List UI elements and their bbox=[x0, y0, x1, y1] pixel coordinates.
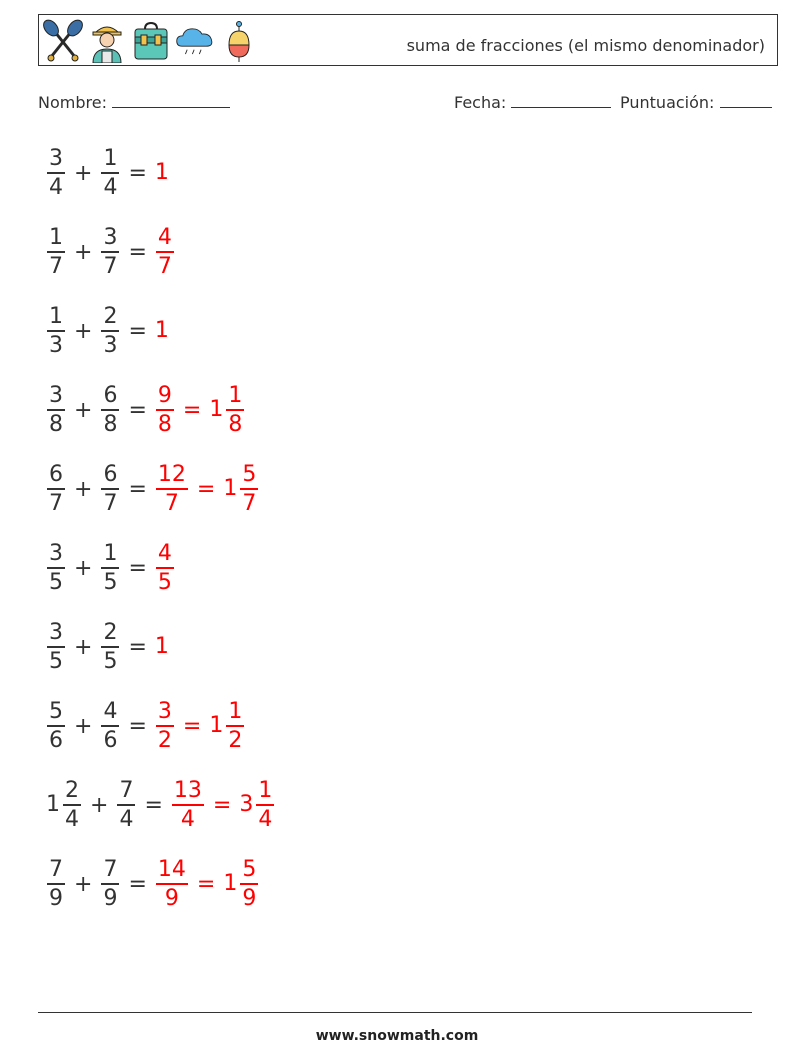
equals-sign: = bbox=[128, 476, 147, 502]
date-label: Fecha: bbox=[454, 93, 507, 112]
answer bbox=[153, 698, 247, 754]
numerator: 5 bbox=[242, 462, 257, 488]
denominator: 5 bbox=[103, 569, 118, 595]
numerator: 3 bbox=[49, 146, 63, 172]
numerator: 3 bbox=[49, 541, 63, 567]
equals-sign: = bbox=[128, 634, 147, 660]
fraction bbox=[101, 461, 119, 517]
numerator: 1 bbox=[49, 225, 63, 251]
fraction bbox=[47, 540, 65, 596]
equals-sign: = bbox=[128, 871, 147, 897]
answer bbox=[153, 856, 261, 912]
fraction bbox=[101, 303, 119, 359]
numerator: 4 bbox=[103, 699, 118, 725]
mixed-whole: 1 bbox=[223, 871, 238, 896]
fisherman-icon bbox=[87, 18, 127, 64]
fraction bbox=[156, 224, 174, 280]
denominator: 7 bbox=[103, 253, 118, 279]
fraction bbox=[172, 777, 204, 833]
equals-sign: = bbox=[128, 318, 147, 344]
numerator: 2 bbox=[103, 620, 118, 646]
plus-sign: + bbox=[74, 713, 93, 739]
problem-row bbox=[44, 852, 261, 916]
fraction bbox=[156, 461, 188, 517]
whole-number: 1 bbox=[46, 792, 60, 817]
equals-sign: = bbox=[182, 713, 202, 739]
equals-sign: = bbox=[128, 713, 147, 739]
numerator: 1 bbox=[258, 778, 273, 804]
problem-row bbox=[44, 299, 169, 363]
answer-whole: 1 bbox=[154, 634, 169, 659]
numerator: 5 bbox=[49, 699, 63, 725]
equals-sign: = bbox=[128, 397, 147, 423]
numerator: 9 bbox=[157, 383, 172, 409]
plus-sign: + bbox=[74, 634, 93, 660]
denominator: 3 bbox=[49, 332, 63, 358]
mixed-whole: 1 bbox=[209, 397, 224, 422]
answer-whole: 1 bbox=[154, 160, 169, 185]
numerator: 1 bbox=[103, 146, 118, 172]
denominator: 9 bbox=[49, 885, 63, 911]
fraction bbox=[101, 145, 119, 201]
denominator: 8 bbox=[103, 411, 118, 437]
plus-sign: + bbox=[74, 871, 93, 897]
numerator: 3 bbox=[157, 699, 172, 725]
denominator: 6 bbox=[103, 727, 118, 753]
numerator: 2 bbox=[103, 304, 118, 330]
denominator: 4 bbox=[65, 806, 79, 832]
problem-row bbox=[44, 536, 177, 600]
fraction bbox=[256, 777, 274, 833]
name-field bbox=[38, 93, 230, 112]
denominator: 7 bbox=[164, 490, 179, 516]
fraction bbox=[47, 698, 65, 754]
problem-row bbox=[44, 694, 247, 758]
problem-row bbox=[44, 773, 277, 837]
worksheet-title: suma de fracciones (el mismo denominador) bbox=[406, 36, 765, 55]
numerator: 1 bbox=[103, 541, 118, 567]
plus-sign: + bbox=[74, 160, 93, 186]
fraction bbox=[47, 856, 65, 912]
equals-sign: = bbox=[128, 239, 147, 265]
denominator: 4 bbox=[180, 806, 195, 832]
answer bbox=[153, 224, 177, 280]
denominator: 2 bbox=[157, 727, 172, 753]
plus-sign: + bbox=[90, 792, 109, 818]
equals-sign: = bbox=[128, 160, 147, 186]
fraction bbox=[47, 461, 65, 517]
denominator: 8 bbox=[49, 411, 63, 437]
numerator: 2 bbox=[65, 778, 79, 804]
plus-sign: + bbox=[74, 555, 93, 581]
problem-row bbox=[44, 378, 247, 442]
name-blank[interactable] bbox=[112, 93, 230, 108]
name-label: Nombre: bbox=[38, 93, 107, 112]
date-field bbox=[454, 93, 611, 112]
fraction bbox=[226, 382, 244, 438]
denominator: 7 bbox=[49, 490, 63, 516]
fraction bbox=[101, 540, 119, 596]
denominator: 5 bbox=[49, 648, 63, 674]
problem-row bbox=[44, 615, 169, 679]
fraction bbox=[240, 856, 258, 912]
problem-row bbox=[44, 141, 169, 205]
problem-row bbox=[44, 457, 261, 521]
equals-sign: = bbox=[182, 397, 202, 423]
numerator: 4 bbox=[157, 541, 172, 567]
equals-sign: = bbox=[128, 555, 147, 581]
denominator: 4 bbox=[49, 174, 63, 200]
header-icons bbox=[43, 18, 259, 64]
fishing-float-icon bbox=[219, 18, 259, 64]
fraction bbox=[117, 777, 135, 833]
plus-sign: + bbox=[74, 397, 93, 423]
plus-sign: + bbox=[74, 239, 93, 265]
footer-url: www.snowmath.com bbox=[315, 1028, 479, 1044]
tackle-box-icon bbox=[131, 18, 171, 64]
equals-sign: = bbox=[144, 792, 163, 818]
denominator: 8 bbox=[228, 411, 243, 437]
numerator: 1 bbox=[228, 383, 243, 409]
equals-sign: = bbox=[212, 792, 232, 818]
fraction bbox=[226, 698, 244, 754]
denominator: 4 bbox=[258, 806, 273, 832]
answer bbox=[153, 540, 177, 596]
fraction bbox=[47, 619, 65, 675]
fraction bbox=[47, 145, 65, 201]
fraction bbox=[101, 382, 119, 438]
equals-sign: = bbox=[196, 871, 216, 897]
plus-sign: + bbox=[74, 476, 93, 502]
numerator: 14 bbox=[157, 857, 186, 883]
fraction bbox=[47, 382, 65, 438]
numerator: 4 bbox=[157, 225, 172, 251]
oars-icon bbox=[43, 18, 83, 64]
numerator: 6 bbox=[103, 383, 118, 409]
denominator: 8 bbox=[157, 411, 172, 437]
denominator: 4 bbox=[119, 806, 134, 832]
date-blank[interactable] bbox=[511, 93, 611, 108]
answer bbox=[153, 461, 261, 517]
fraction bbox=[240, 461, 258, 517]
problem-row bbox=[44, 220, 177, 284]
denominator: 3 bbox=[103, 332, 118, 358]
fraction bbox=[156, 856, 188, 912]
numerator: 7 bbox=[103, 857, 118, 883]
denominator: 7 bbox=[242, 490, 257, 516]
fraction bbox=[101, 698, 119, 754]
numerator: 1 bbox=[228, 699, 243, 725]
answer bbox=[169, 777, 277, 833]
fraction bbox=[101, 619, 119, 675]
fraction bbox=[156, 382, 174, 438]
fraction bbox=[101, 224, 119, 280]
mixed-whole: 1 bbox=[223, 476, 238, 501]
plus-sign: + bbox=[74, 318, 93, 344]
score-field bbox=[620, 93, 772, 112]
numerator: 6 bbox=[103, 462, 118, 488]
numerator: 12 bbox=[157, 462, 186, 488]
fraction bbox=[156, 540, 174, 596]
worksheet-header bbox=[38, 14, 778, 66]
denominator: 6 bbox=[49, 727, 63, 753]
denominator: 5 bbox=[103, 648, 118, 674]
denominator: 7 bbox=[157, 253, 172, 279]
fraction bbox=[47, 224, 65, 280]
numerator: 5 bbox=[242, 857, 257, 883]
numerator: 13 bbox=[173, 778, 202, 804]
footer-divider bbox=[38, 1012, 752, 1013]
mixed-whole: 3 bbox=[239, 792, 254, 817]
mixed-whole: 1 bbox=[209, 713, 224, 738]
denominator: 9 bbox=[164, 885, 179, 911]
fraction bbox=[101, 856, 119, 912]
numerator: 3 bbox=[49, 383, 63, 409]
denominator: 5 bbox=[157, 569, 172, 595]
denominator: 5 bbox=[49, 569, 63, 595]
answer bbox=[153, 382, 247, 438]
denominator: 7 bbox=[103, 490, 118, 516]
answer-whole: 1 bbox=[154, 318, 169, 343]
fraction bbox=[156, 698, 174, 754]
denominator: 2 bbox=[228, 727, 243, 753]
numerator: 7 bbox=[49, 857, 63, 883]
answer bbox=[153, 636, 169, 658]
fraction bbox=[47, 303, 65, 359]
rain-cloud-icon bbox=[175, 18, 215, 64]
denominator: 9 bbox=[103, 885, 118, 911]
fraction bbox=[63, 777, 81, 833]
numerator: 3 bbox=[103, 225, 118, 251]
denominator: 7 bbox=[49, 253, 63, 279]
answer bbox=[153, 320, 169, 342]
equals-sign: = bbox=[196, 476, 216, 502]
numerator: 1 bbox=[49, 304, 63, 330]
score-blank[interactable] bbox=[720, 93, 772, 108]
numerator: 3 bbox=[49, 620, 63, 646]
numerator: 7 bbox=[119, 778, 134, 804]
answer bbox=[153, 162, 169, 184]
numerator: 6 bbox=[49, 462, 63, 488]
denominator: 9 bbox=[242, 885, 257, 911]
denominator: 4 bbox=[103, 174, 118, 200]
score-label: Puntuación: bbox=[620, 93, 715, 112]
